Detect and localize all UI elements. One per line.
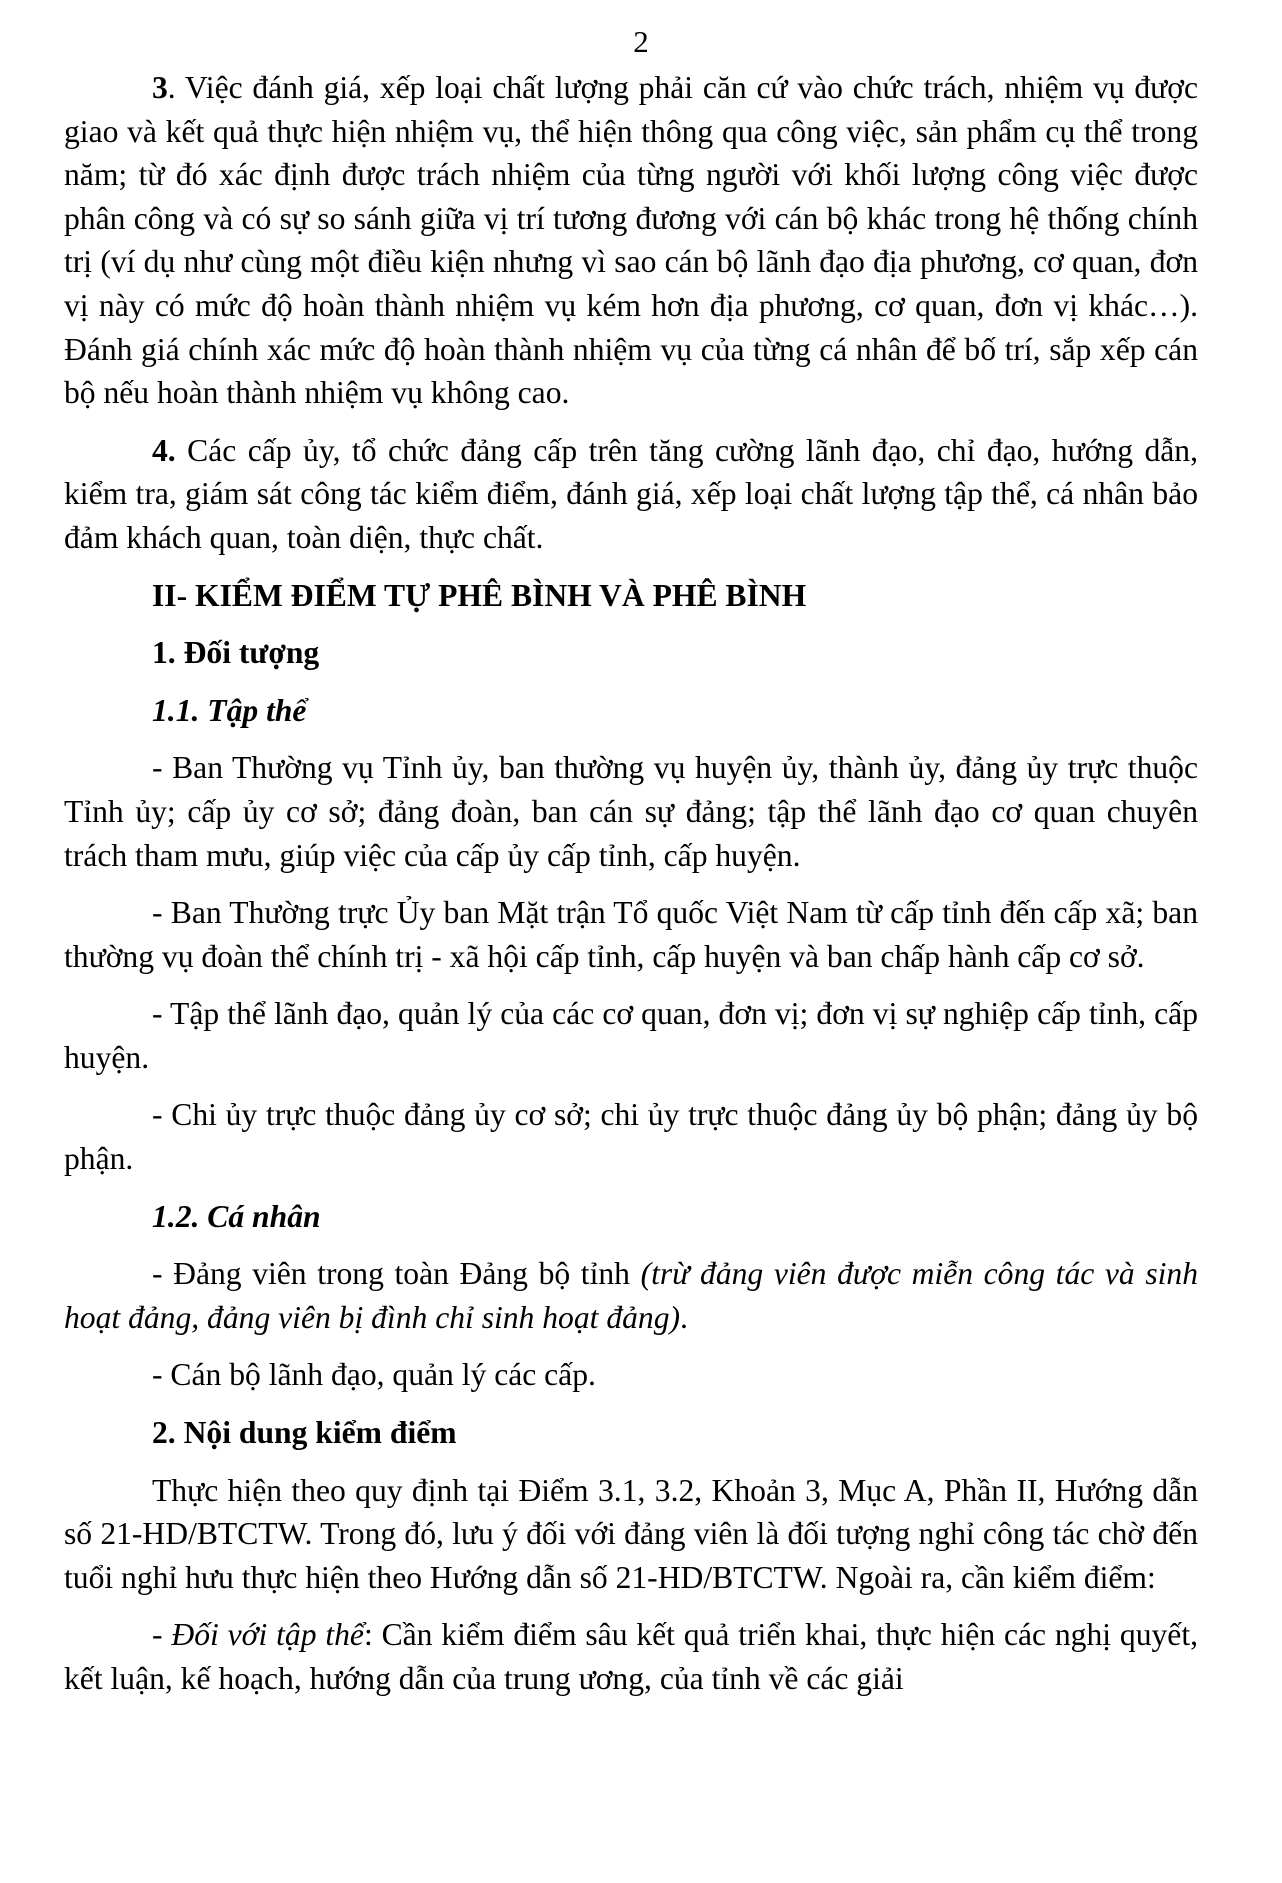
paragraph-3 (64, 66, 1198, 415)
subsection-1-2-heading: 1.2. Cá nhân (152, 1198, 321, 1234)
individual-item-2: - Cán bộ lãnh đạo, quản lý các cấp. (152, 1357, 596, 1393)
paragraph-4-number: 4. (152, 432, 176, 468)
paragraph-3-text: . Việc đánh giá, xếp loại chất lượng phải căn cứ vào chức trách, nhiệm vụ được giao và kết quả thực hiện nhiệm vụ, thể hiện thông qua công việc, sản phẩm cụ thể trong năm; từ đó xác định được trách nhiệm của từng người với khối lượng công việc được phân công và có sự so sánh giữa vị trí tương đương với cán bộ khác trong hệ thống chính trị (ví dụ như cùng một điều kiện nhưng vì sao cán bộ lãnh đạo địa phương, cơ quan, đơn vị này có mức độ hoàn thành nhiệm vụ kém hơn địa phương, cơ quan, đơn vị khác…). Đánh giá chính xác mức độ hoàn thành nhiệm vụ của từng cá nhân để bố trí, sắp xếp cán bộ nếu hoàn thành nhiệm vụ không cao. (64, 70, 1198, 411)
section-2-heading: II- KIỂM ĐIỂM TỰ PHÊ BÌNH VÀ PHÊ BÌNH (152, 577, 807, 613)
collective-review-text: : Cần kiểm điểm sâu kết quả triển khai, thực hiện các nghị quyết, kết luận, kế hoạch, hướng dẫn của trung ương, của tỉnh về các giải (64, 1617, 1198, 1696)
content-paragraph: Thực hiện theo quy định tại Điểm 3.1, 3.2, Khoản 3, Mục A, Phần II, Hướng dẫn số 21-HD/BTCTW. Trong đó, lưu ý đối với đảng viên là đối tượng nghỉ công tác chờ đến tuổi nghỉ hưu thực hiện theo Hướng dẫn số 21-HD/BTCTW. Ngoài ra, cần kiểm điểm: (64, 1472, 1198, 1595)
subsection-2-heading: 2. Nội dung kiểm điểm (152, 1415, 457, 1451)
collective-item-1: - Ban Thường vụ Tỉnh ủy, ban thường vụ huyện ủy, thành ủy, đảng ủy trực thuộc Tỉnh ủy; cấp ủy cơ sở; đảng đoàn, ban cán sự đảng; tập thể lãnh đạo cơ quan chuyên trách tham mưu, giúp việc của cấp ủy cấp tỉnh, cấp huyện. (64, 750, 1198, 873)
paragraph-4 (64, 429, 1198, 560)
subsection-1-1-heading: 1.1. Tập thể (152, 692, 307, 728)
page-number: 2 (633, 24, 649, 59)
collective-item-2: - Ban Thường trực Ủy ban Mặt trận Tổ quốc Việt Nam từ cấp tỉnh đến cấp xã; ban thường vụ đoàn thể chính trị - xã hội cấp tỉnh, cấp huyện và ban chấp hành cấp cơ sở. (64, 895, 1198, 974)
paragraph-3-number: 3 (152, 70, 168, 105)
subsection-1-heading: 1. Đối tượng (152, 635, 320, 671)
collective-review-paragraph (64, 1613, 1198, 1700)
individual-item-1 (64, 1252, 1198, 1339)
individual-item-1-tail: . (680, 1299, 688, 1335)
collective-item-4: - Chi ủy trực thuộc đảng ủy cơ sở; chi ủy trực thuộc đảng ủy bộ phận; đảng ủy bộ phận. (64, 1097, 1198, 1177)
individual-item-1-note: (trừ đảng viên được miễn công tác và sinh hoạt đảng, đảng viên bị đình chỉ sinh hoạt đảng) (64, 1256, 1198, 1335)
collective-item-3: - Tập thể lãnh đạo, quản lý của các cơ quan, đơn vị; đơn vị sự nghiệp cấp tỉnh, cấp huyện. (64, 996, 1198, 1075)
paragraph-4-text: Các cấp ủy, tổ chức đảng cấp trên tăng cường lãnh đạo, chỉ đạo, hướng dẫn, kiểm tra, giám sát công tác kiểm điểm, đánh giá, xếp loại chất lượng tập thể, cá nhân bảo đảm khách quan, toàn diện, thực chất. (64, 432, 1198, 555)
collective-review-label: - Đối với tập thể (152, 1617, 364, 1653)
individual-item-1-lead: - Đảng viên trong toàn Đảng bộ tỉnh (152, 1256, 641, 1292)
document-body (64, 66, 1198, 1715)
